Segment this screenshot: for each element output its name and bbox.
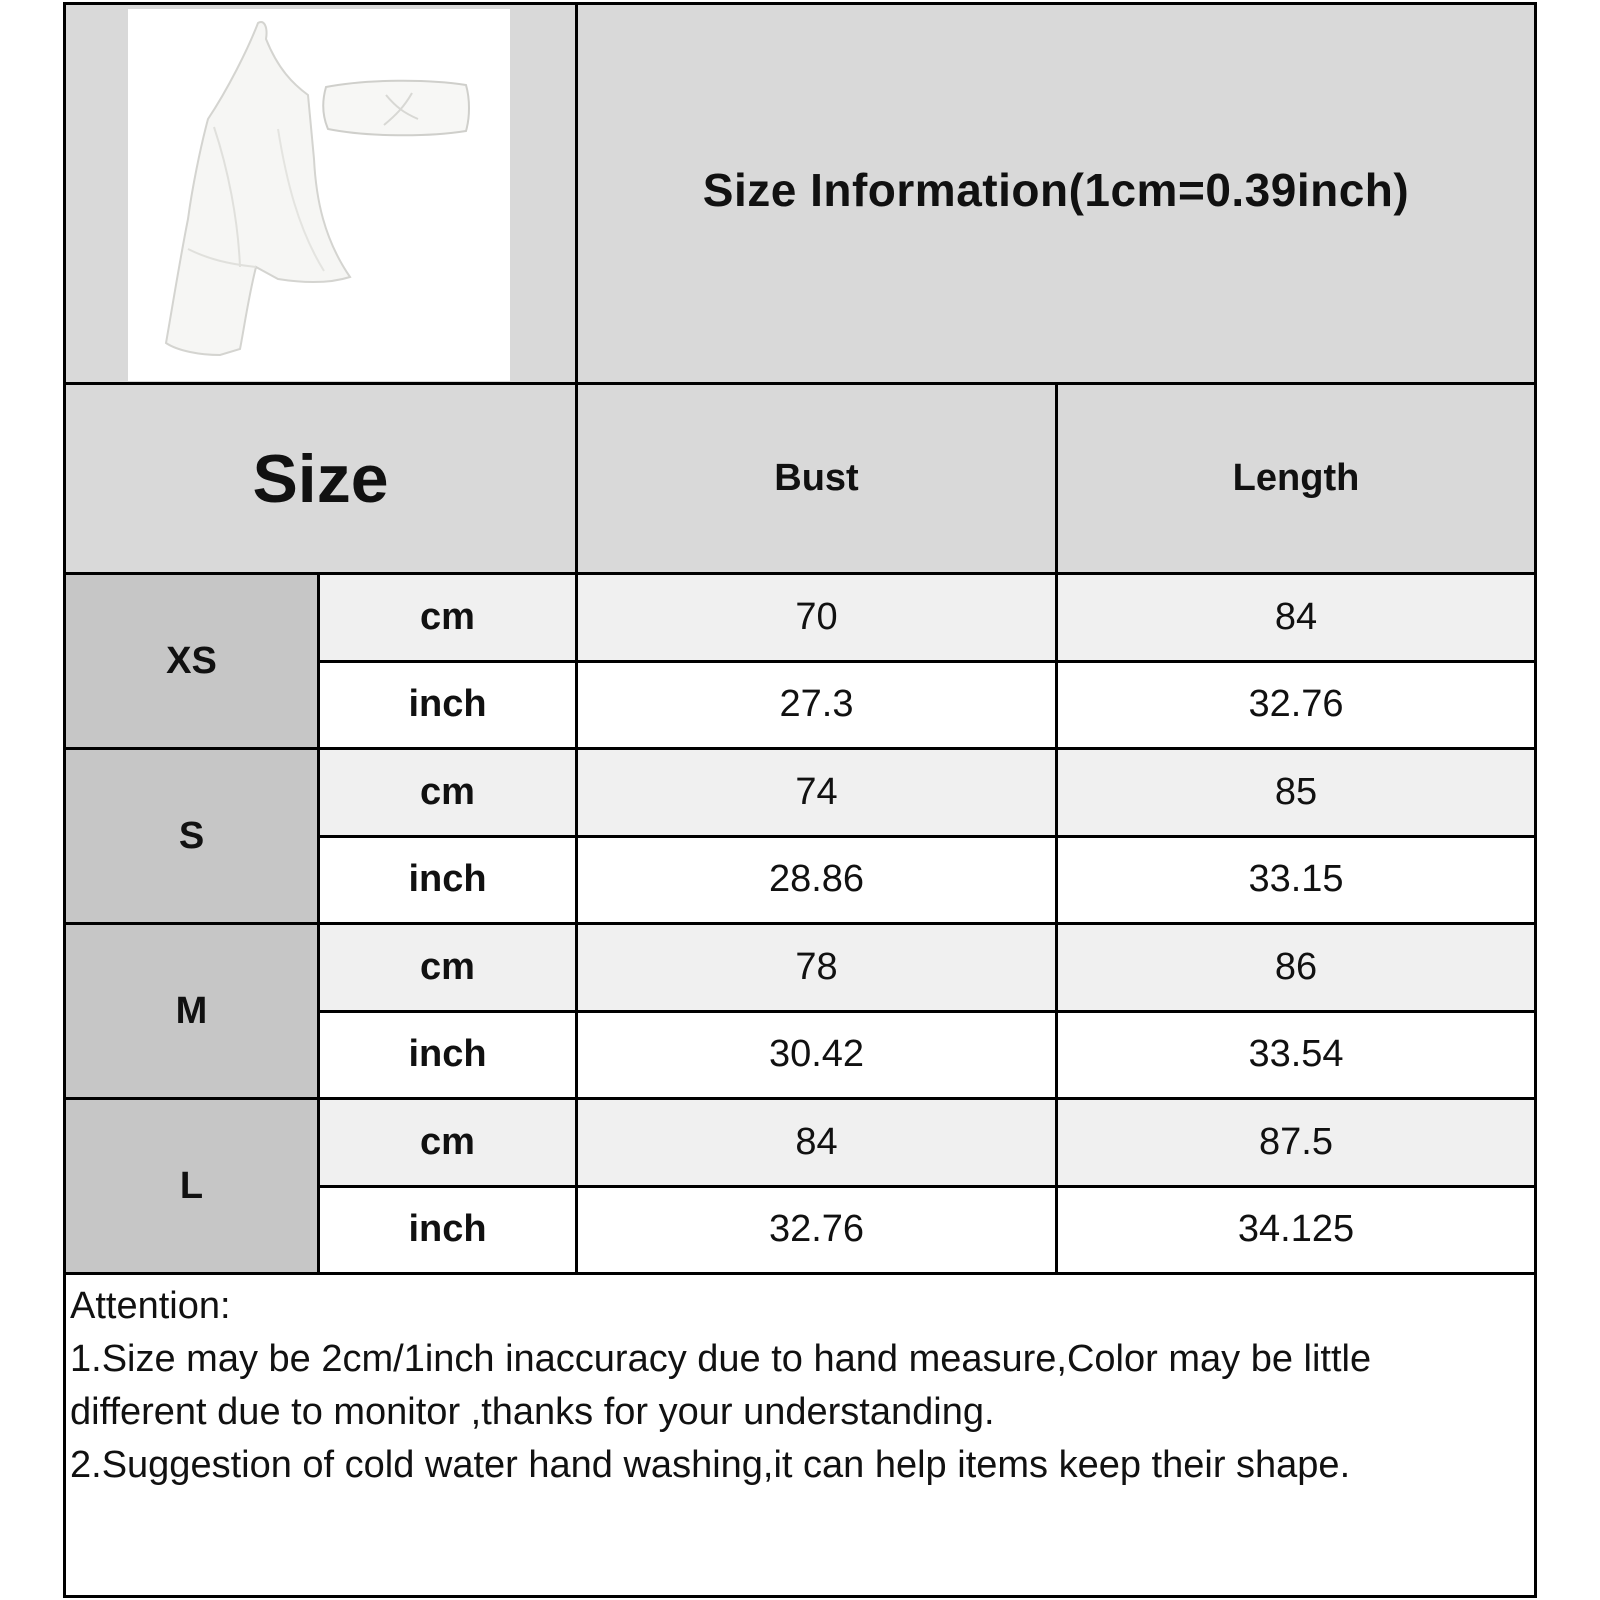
bust-cell: 28.86: [578, 838, 1058, 926]
length-cell: 33.54: [1058, 1013, 1534, 1101]
length-cell: 86: [1058, 925, 1534, 1013]
size-label-l: L: [66, 1100, 320, 1275]
length-cell: 87.5: [1058, 1100, 1534, 1188]
attention-notes: [70, 1280, 1530, 1492]
bust-cell: 78: [578, 925, 1058, 1013]
chart-title: Size Information(1cm=0.39inch): [702, 163, 1410, 216]
length-cell: 34.125: [1058, 1188, 1534, 1276]
note-line: different due to monitor ,thanks for your understanding.: [70, 1391, 995, 1433]
header-length: Length: [1058, 385, 1534, 575]
size-chart: [63, 2, 1537, 1598]
notes-heading: Attention:: [70, 1285, 231, 1327]
header-bust: Bust: [578, 385, 1058, 575]
bust-cell: 30.42: [578, 1013, 1058, 1101]
unit-cell: cm: [320, 925, 578, 1013]
unit-cell: cm: [320, 1100, 578, 1188]
size-label-m: M: [66, 925, 320, 1100]
unit-cell: cm: [320, 575, 578, 663]
size-label-xs: XS: [66, 575, 320, 750]
length-cell: 84: [1058, 575, 1534, 663]
bust-cell: 70: [578, 575, 1058, 663]
header-size: Size: [66, 385, 578, 575]
bust-cell: 84: [578, 1100, 1058, 1188]
length-cell: 33.15: [1058, 838, 1534, 926]
unit-cell: inch: [320, 663, 578, 751]
chart-title-cell: [578, 5, 1534, 385]
bust-cell: 74: [578, 750, 1058, 838]
size-label-s: S: [66, 750, 320, 925]
bust-cell: 32.76: [578, 1188, 1058, 1276]
note-line: 2.Suggestion of cold water hand washing,it can help items keep their shape.: [70, 1444, 1351, 1486]
bust-cell: 27.3: [578, 663, 1058, 751]
note-line: 1.Size may be 2cm/1inch inaccuracy due to hand measure,Color may be little: [70, 1338, 1372, 1380]
product-photo: [128, 9, 510, 381]
length-cell: 32.76: [1058, 663, 1534, 751]
unit-cell: inch: [320, 1188, 578, 1276]
length-cell: 85: [1058, 750, 1534, 838]
product-photo-cell: [66, 5, 578, 385]
product-image: [128, 9, 510, 381]
unit-cell: cm: [320, 750, 578, 838]
unit-cell: inch: [320, 1013, 578, 1101]
unit-cell: inch: [320, 838, 578, 926]
